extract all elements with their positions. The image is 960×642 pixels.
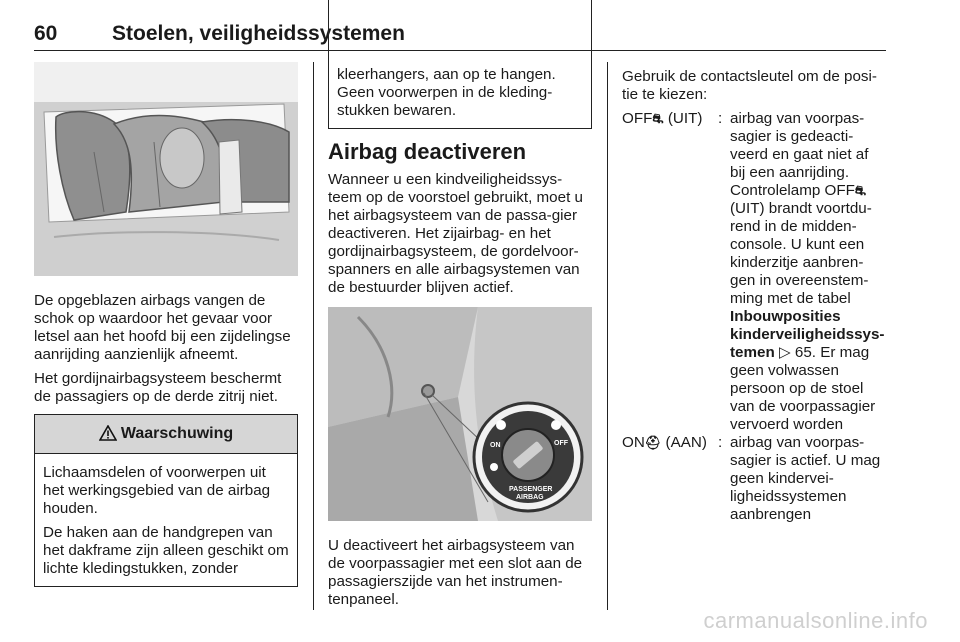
airbag-switch-photo — [328, 307, 592, 521]
on-position-description: airbag van voorpas-sagier is actief. U mag geen kindervei-ligheidssystemen aanbrengen — [730, 434, 881, 523]
airbag-off-icon: ⛐ — [854, 183, 867, 198]
off-colon: : — [718, 110, 723, 127]
column-divider-1 — [313, 62, 314, 610]
column-1 — [34, 62, 298, 587]
airbag-effect-paragraph: De opgeblazen airbags vangen de schok op waardoor het gevaar voor letsel aan het hoofd bij een zijdelingse aanrijding aanzienlijk afneemt. — [34, 292, 291, 363]
off-position-key: OFF⛐ (UIT) — [622, 110, 703, 127]
watermark: carmanualsonline.info — [703, 608, 928, 633]
column-2 — [328, 62, 592, 615]
warning-paragraph-1: Lichaamsdelen of voorwerpen uit het werkingsgebied van de airbag houden. — [43, 464, 271, 517]
airbag-off-icon: ⛐ — [652, 111, 664, 126]
third-row-paragraph: Het gordijnairbagsysteem beschermt de passagiers op de derde zitrij niet. — [34, 370, 282, 405]
off-position-description: airbag van voorpas-sagier is gedeacti-veerd en gaat niet af bij een aanrijding. Controlelamp OFF⛐ (UIT) brandt voortdu-rend in de midden-console. U kunt een kinderzitje aanbren-gen in overeenstem-ming met de tabel Inbouwposities kinderveiligheidssys-temen ▷ 65. Er mag geen volwassen persoon op de stoel van de voorpassagier vervoerd worden — [730, 110, 885, 433]
page-number: 60 — [34, 22, 58, 45]
airbag-off-icon — [551, 420, 561, 430]
airbag-on-icon: ⛑ — [644, 435, 662, 450]
section-heading: Airbag deactiveren — [328, 139, 527, 164]
switch-passenger-label: PASSENGER — [509, 486, 553, 493]
switch-off-label: OFF — [554, 440, 568, 447]
column-divider-2 — [607, 62, 608, 610]
table-reference[interactable]: Inbouwposities kinderveiligheidssys-temen — [730, 308, 885, 361]
column-3 — [622, 68, 886, 524]
switch-airbag-label: AIRBAG — [516, 494, 544, 501]
airbag-switch-illustration — [328, 307, 592, 521]
curtain-airbag-illustration — [34, 62, 298, 276]
on-position-key: ON⛑ (AAN) — [622, 434, 707, 451]
switch-on-label: ON — [490, 442, 501, 449]
page-title: Stoelen, veiligheidssystemen — [112, 22, 405, 45]
position-options-table — [622, 110, 886, 524]
warning-box — [34, 414, 298, 587]
warning-continuation-text: kleerhangers, aan op te hangen. Geen voorwerpen in de kleding-stukken bewaren. — [337, 66, 556, 119]
child-seat-icon — [490, 463, 498, 471]
warning-triangle-icon — [99, 425, 117, 444]
warning-paragraph-2: De haken aan de handgrepen van het dakframe zijn alleen geschikt om lichte kledingstukken, zonder — [43, 524, 289, 577]
airbag-on-icon — [496, 420, 506, 430]
on-colon: : — [718, 434, 723, 451]
curtain-airbag-photo — [34, 62, 298, 276]
warning-continuation-box — [328, 0, 592, 129]
position-intro-paragraph: Gebruik de contactsleutel om de posi-tie te kiezen: — [622, 68, 877, 103]
warning-header — [35, 415, 297, 454]
warning-title: Waarschuwing — [120, 425, 234, 442]
page-reference-number[interactable]: 65 — [794, 344, 812, 361]
warning-body — [35, 454, 297, 586]
lock-location-paragraph: U deactiveert het airbagsysteem van de voorpassagier met een slot aan de passagierszijde van het instrumen-tenpaneel. — [328, 537, 583, 608]
page-reference-arrow-icon: ▷ — [778, 344, 791, 361]
deactivate-intro-paragraph: Wanneer u een kindveiligheidssys-teem op de voorstoel gebruikt, moet u het airbagsysteem van de passa-gier deactiveren. Het zijairbag- en het gordijnairbagsysteem, de gordelvoor-spanners en alle airbagsystemen van de bestuurder blijven actief. — [328, 171, 583, 296]
